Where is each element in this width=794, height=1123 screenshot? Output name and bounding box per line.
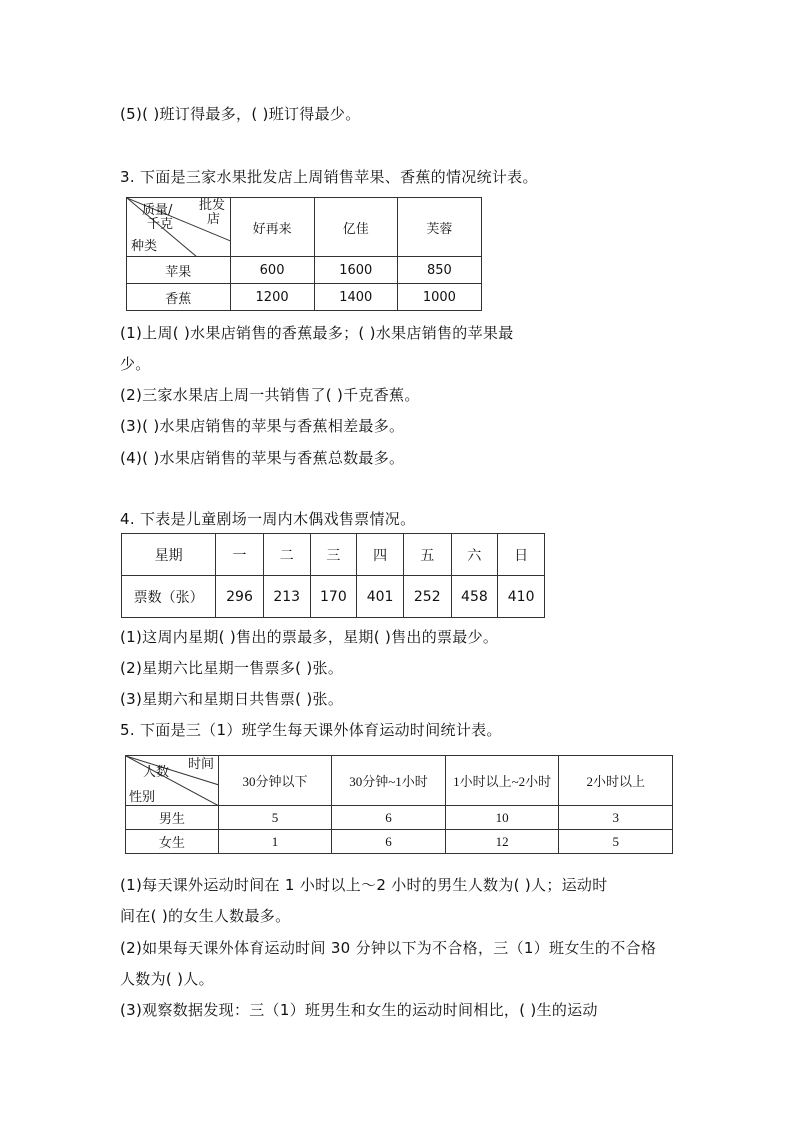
q3-cell: 850 [397, 257, 481, 284]
q4-day-header: 一 [216, 534, 264, 576]
q3-corner-cell [127, 198, 231, 257]
q5-col-header-1: 30分钟以下 [218, 756, 332, 806]
q5-corner-cell [126, 756, 219, 806]
q5-item-3-line-1: (3)观察数据发现：三（1）班男生和女生的运动时间相比，( )生的运动 [120, 1001, 598, 1019]
q5-cell: 5 [559, 830, 673, 854]
q3-cell: 1600 [314, 257, 397, 284]
q4-cell: 458 [451, 576, 498, 618]
q5-item-2-line-2: 人数为( )人。 [120, 970, 214, 988]
q4-cell: 213 [263, 576, 310, 618]
q3-cell: 1200 [230, 284, 314, 311]
q4-day-header: 日 [498, 534, 545, 576]
q5-cell: 1 [218, 830, 332, 854]
q3-corner-bottom-left: 种类 [131, 239, 158, 254]
q4-header-label: 星期 [122, 534, 216, 576]
q4-cell: 170 [310, 576, 357, 618]
q5-corner-top-right: 时间 [188, 757, 215, 772]
q4-day-header: 四 [357, 534, 404, 576]
q3-row-apple [127, 257, 482, 284]
q5-col-header-3: 1小时以上~2小时 [445, 756, 559, 806]
q5-corner-bottom-left: 性别 [129, 790, 156, 805]
q3-corner-mid-left-2: 千克 [147, 217, 174, 232]
q3-item-3: (3)( )水果店销售的苹果与香蕉相差最多。 [120, 417, 405, 435]
q4-cell: 296 [216, 576, 264, 618]
q2-item-5: (5)( )班订得最多，( )班订得最少。 [120, 105, 361, 123]
q5-cell: 3 [559, 806, 673, 830]
q3-row-banana [127, 284, 482, 311]
q4-item-1: (1)这周内星期( )售出的票最多，星期( )售出的票最少。 [120, 628, 499, 646]
q3-corner-mid-left-1: 质量/ [142, 203, 173, 218]
q5-row-girls [126, 830, 673, 854]
q4-row-label: 票数（张） [122, 576, 216, 618]
q3-col-header-1: 好再来 [230, 198, 314, 257]
q5-cell: 6 [332, 806, 446, 830]
q3-cell: 1000 [397, 284, 481, 311]
q5-cell: 5 [218, 806, 332, 830]
q3-col-header-2: 亿佳 [314, 198, 397, 257]
q3-row-label: 苹果 [127, 257, 231, 284]
q4-cell: 401 [357, 576, 404, 618]
q4-day-header: 三 [310, 534, 357, 576]
q4-day-header: 二 [263, 534, 310, 576]
q5-item-1-line-1: (1)每天课外运动时间在 1 小时以上～2 小时的男生人数为( )人；运动时 [120, 876, 608, 894]
q5-col-header-4: 2小时以上 [559, 756, 673, 806]
q3-cell: 600 [230, 257, 314, 284]
q4-values-row [122, 576, 545, 618]
q5-row-label: 女生 [126, 830, 219, 854]
q3-row-label: 香蕉 [127, 284, 231, 311]
q4-heading: 4. 下表是儿童剧场一周内木偶戏售票情况。 [120, 510, 416, 528]
q5-heading: 5. 下面是三（1）班学生每天课外体育运动时间统计表。 [120, 721, 502, 739]
q5-item-2-line-1: (2)如果每天课外体育运动时间 30 分钟以下为不合格，三（1）班女生的不合格 [120, 939, 657, 957]
q3-item-4: (4)( )水果店销售的苹果与香蕉总数最多。 [120, 449, 405, 467]
q5-corner-mid-left: 人数 [143, 765, 170, 780]
q5-cell: 10 [445, 806, 559, 830]
q4-item-3: (3)星期六和星期日共售票( )张。 [120, 690, 344, 708]
q4-header-row [122, 534, 545, 576]
q5-table [125, 755, 673, 854]
q3-item-2: (2)三家水果店上周一共销售了( )千克香蕉。 [120, 386, 420, 404]
q3-corner-top-right-1: 批发 [199, 198, 226, 213]
q4-item-2: (2)星期六比星期一售票多( )张。 [120, 659, 344, 677]
q5-col-header-2: 30分钟~1小时 [332, 756, 446, 806]
q3-header-row [127, 198, 482, 257]
q3-col-header-3: 芙蓉 [397, 198, 481, 257]
q5-item-1-line-2: 间在( )的女生人数最多。 [120, 907, 291, 925]
q4-table [121, 533, 545, 618]
q5-cell: 6 [332, 830, 446, 854]
q3-item-1-line-2: 少。 [120, 355, 151, 373]
q5-row-boys [126, 806, 673, 830]
q5-cell: 12 [445, 830, 559, 854]
q4-day-header: 六 [451, 534, 498, 576]
q4-cell: 252 [403, 576, 451, 618]
q3-table [126, 197, 482, 311]
q4-day-header: 五 [403, 534, 451, 576]
q3-heading: 3. 下面是三家水果批发店上周销售苹果、香蕉的情况统计表。 [120, 168, 538, 186]
q3-cell: 1400 [314, 284, 397, 311]
q5-row-label: 男生 [126, 806, 219, 830]
q4-cell: 410 [498, 576, 545, 618]
q5-header-row [126, 756, 673, 806]
q3-corner-top-right-2: 店 [207, 212, 221, 227]
q3-item-1-line-1: (1)上周( )水果店销售的香蕉最多；( )水果店销售的苹果最 [120, 324, 514, 342]
